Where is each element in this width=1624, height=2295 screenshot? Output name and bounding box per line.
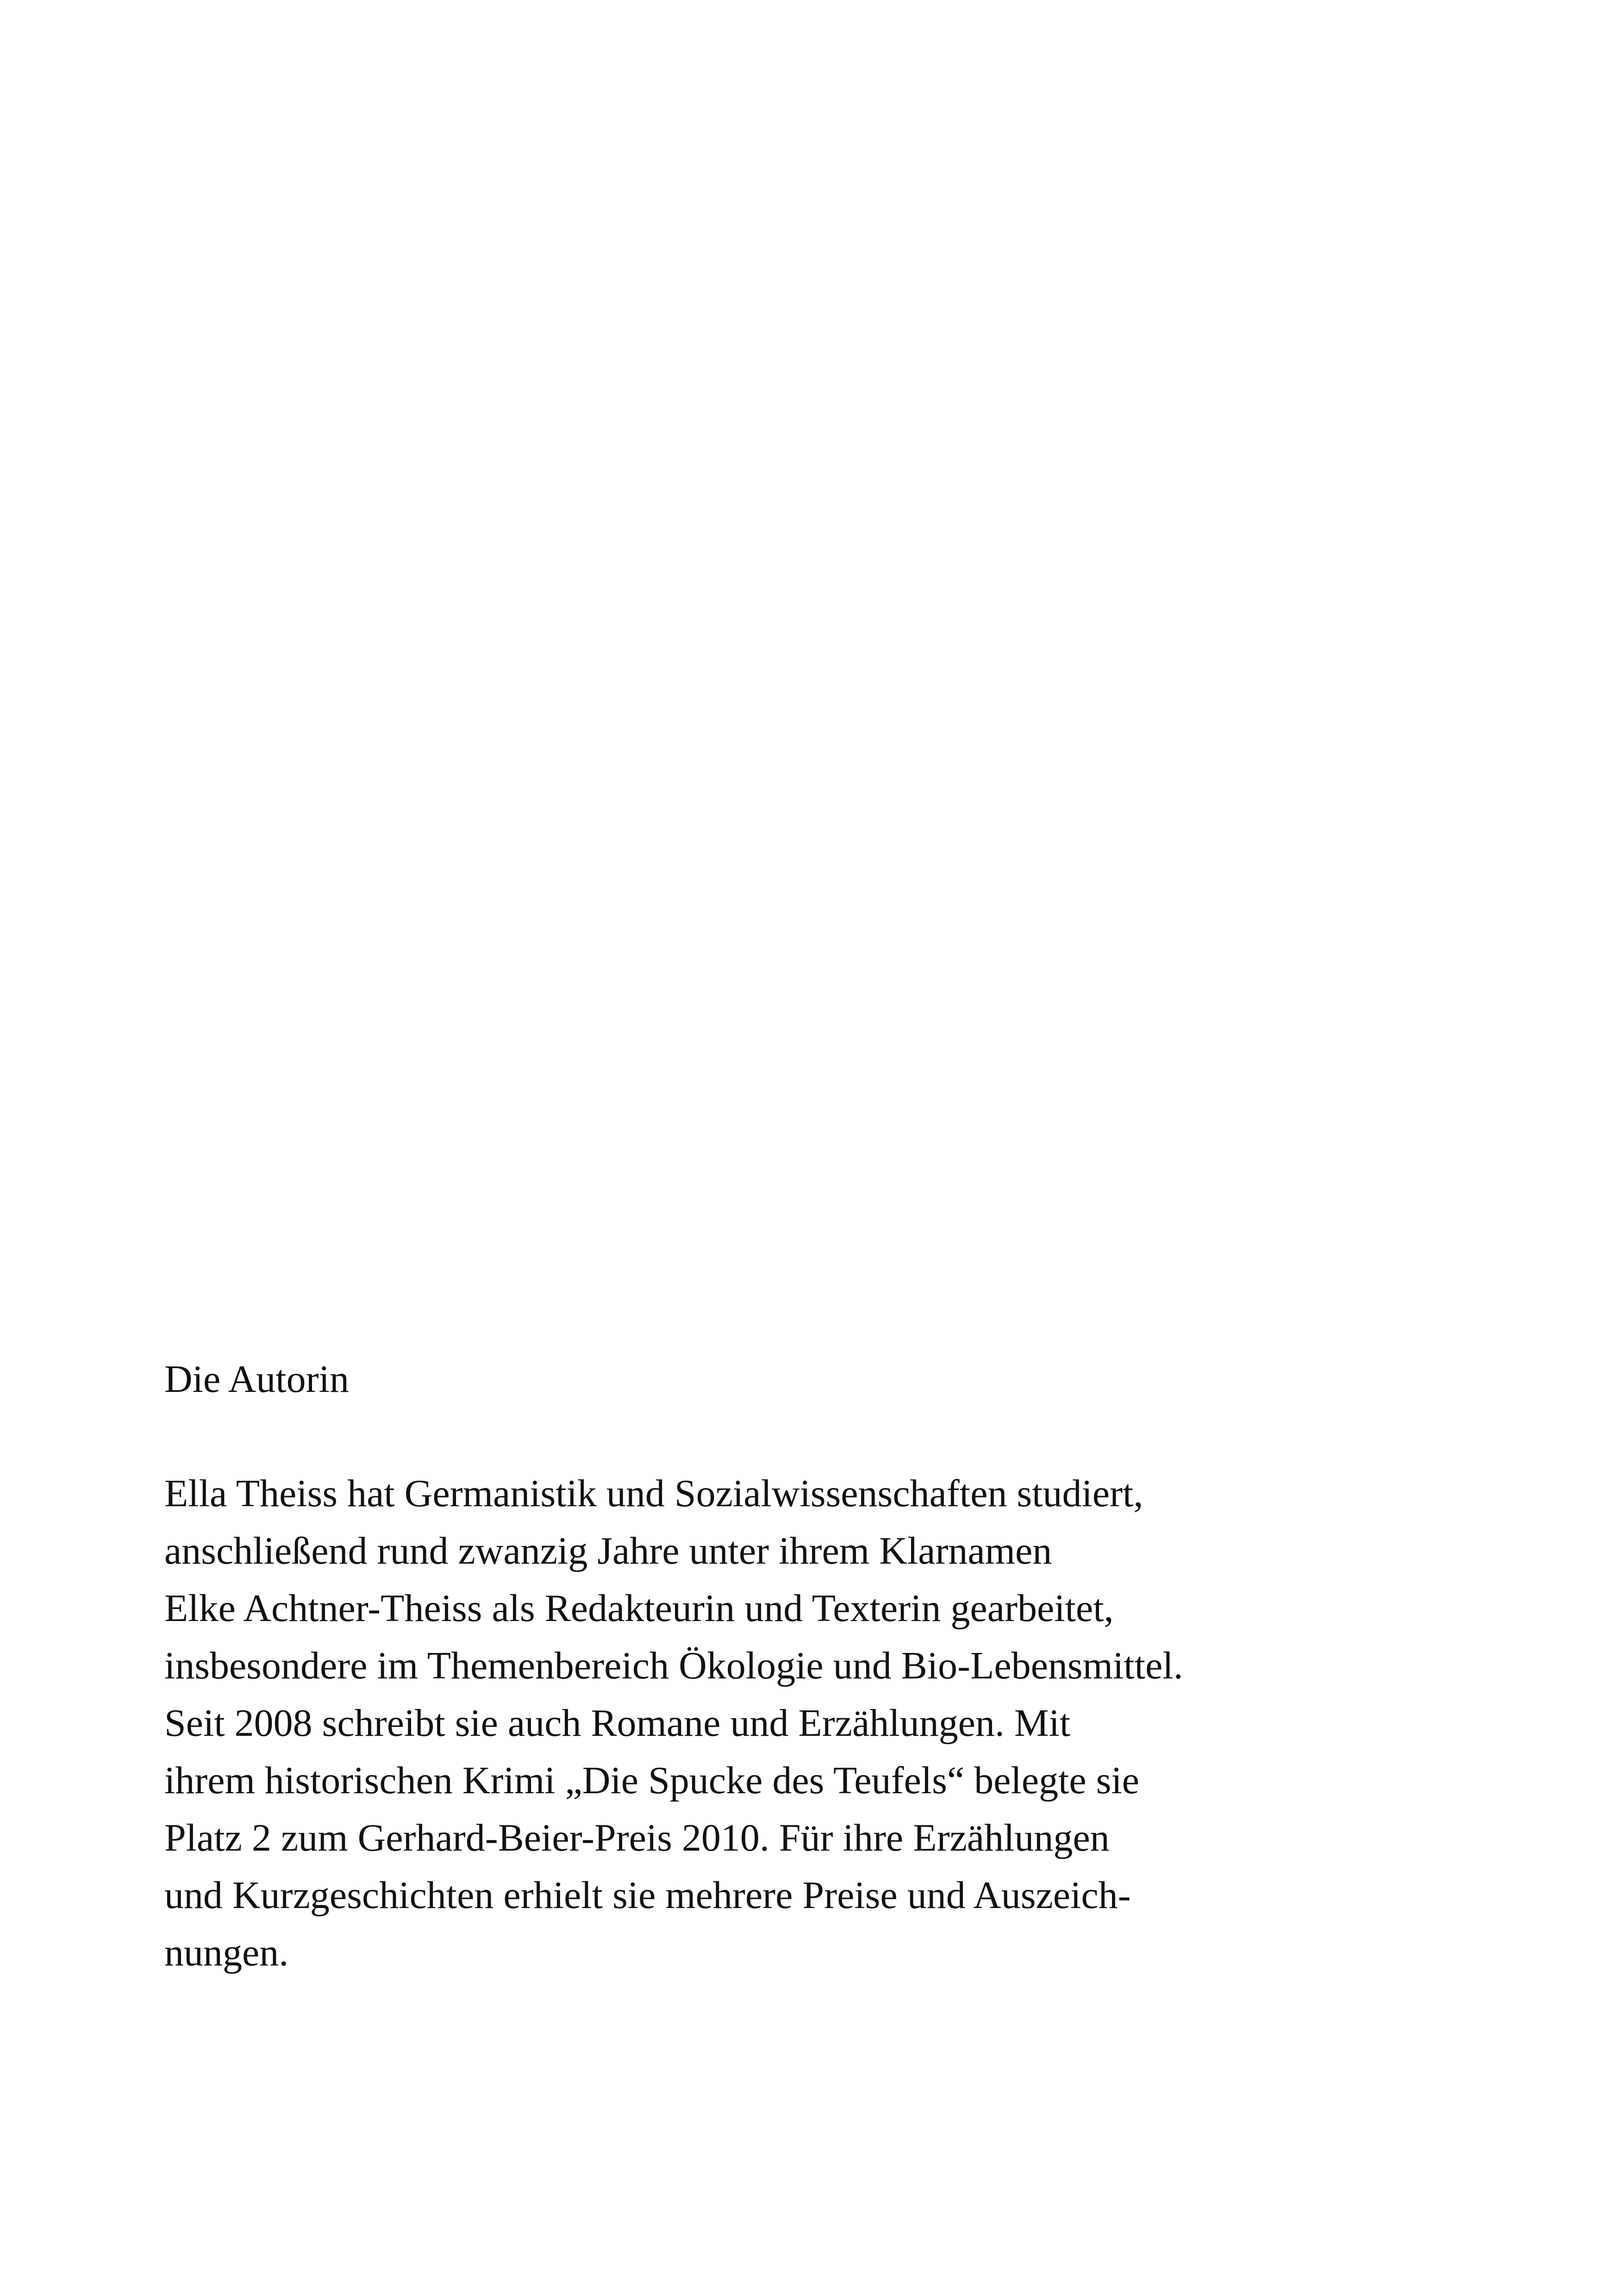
bio-line: Seit 2008 schreibt sie auch Romane und Erzählungen. Mit bbox=[164, 1702, 1071, 1745]
bio-line: insbesondere im Themenbereich Ökologie und Bio-Lebensmittel. bbox=[164, 1644, 1183, 1687]
bio-line: Elke Achtner-Theiss als Redakteurin und Texterin gearbeitet, bbox=[164, 1587, 1114, 1630]
bio-line: ihrem historischen Krimi „Die Spucke des Teufels“ belegte sie bbox=[164, 1759, 1139, 1802]
bio-line: anschließend rund zwanzig Jahre unter ihrem Klarnamen bbox=[164, 1529, 1052, 1572]
author-heading: Die Autorin bbox=[164, 1358, 349, 1401]
bio-line: Platz 2 zum Gerhard-Beier-Preis 2010. Für ihre Erzählungen bbox=[164, 1816, 1110, 1859]
author-bio-paragraph bbox=[164, 1465, 1507, 1982]
bio-line: und Kurzgeschichten erhielt sie mehrere Preise und Auszeich- bbox=[164, 1874, 1131, 1917]
author-bio-section bbox=[164, 1356, 1507, 1982]
bio-line: nungen. bbox=[164, 1931, 289, 1974]
bio-line: Ella Theiss hat Germanistik und Sozialwissenschaften studiert, bbox=[164, 1472, 1143, 1515]
